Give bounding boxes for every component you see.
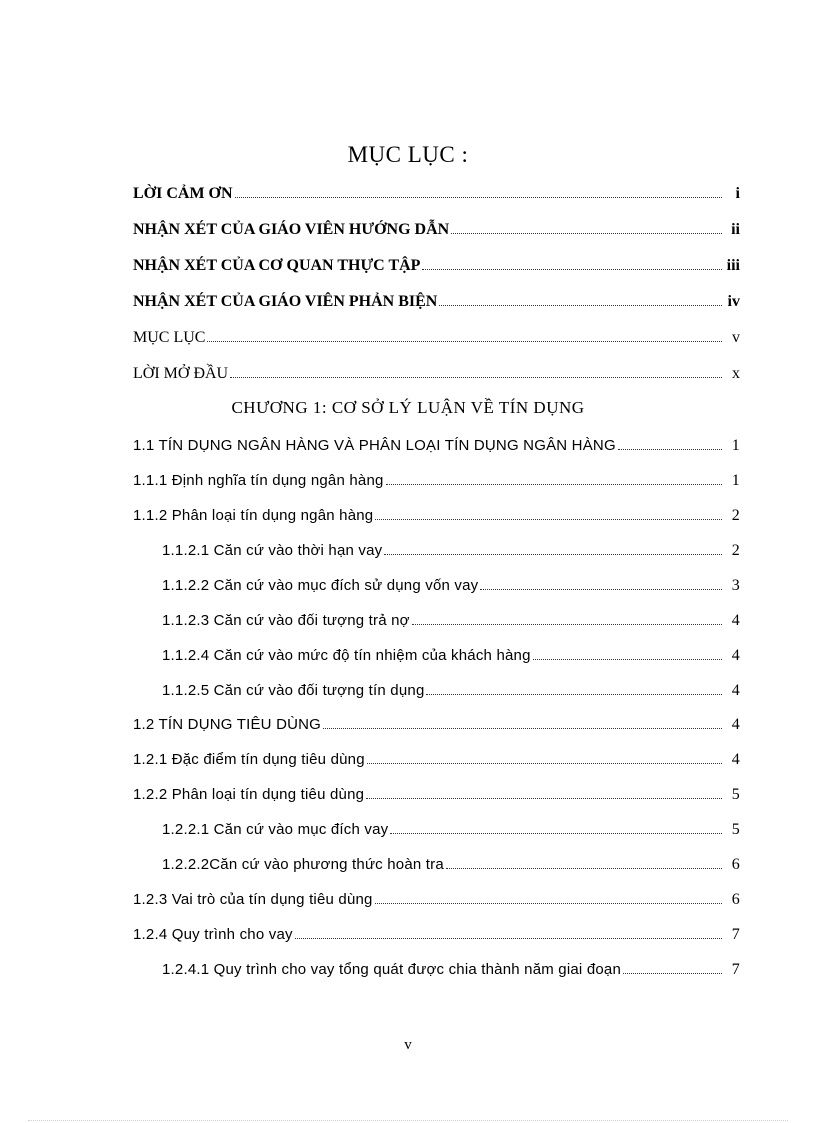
toc-entry-loi-mo-dau[interactable] — [133, 365, 740, 383]
toc-entry-section[interactable] — [133, 437, 740, 455]
toc-entry-nhan-xet-gvhd[interactable] — [133, 221, 740, 239]
toc-entry-label: 1.2 TÍN DỤNG TIÊU DÙNG — [133, 716, 322, 733]
toc-entry-label: 1.2.2 Phân loại tín dụng tiêu dùng — [133, 786, 365, 803]
dot-leader — [439, 304, 722, 306]
toc-entry-label: 1.1.2.4 Căn cứ vào mức độ tín nhiệm của khách hàng — [162, 647, 531, 664]
toc-entry-label: NHẬN XÉT CỦA CƠ QUAN THỰC TẬP — [133, 257, 421, 274]
footer-page-number: v — [404, 1037, 412, 1053]
dot-leader — [367, 762, 722, 764]
toc-entry-label: 1.2.2.1 Căn cứ vào mục đích vay — [162, 821, 389, 838]
toc-entry-label: LỜI MỞ ĐẦU — [133, 365, 229, 382]
toc-entry-loi-cam-on[interactable] — [133, 185, 740, 203]
toc-entry-label: 1.2.3 Vai trò của tín dụng tiêu dùng — [133, 891, 373, 908]
toc-entry-section[interactable] — [133, 891, 740, 909]
dot-leader — [426, 693, 722, 695]
page-title: MỤC LỤC : — [347, 142, 469, 167]
toc-entry-label: 1.1.2.2 Căn cứ vào mục đích sử dụng vốn vay — [162, 577, 479, 594]
toc-entry-label: 1.1.2.5 Căn cứ vào đối tượng tín dụng — [162, 682, 425, 699]
toc-entry-page: 4 — [731, 612, 740, 629]
dot-leader — [390, 832, 722, 834]
toc-entry-page: 6 — [731, 891, 740, 908]
toc-entry-section[interactable] — [133, 716, 740, 734]
toc-entry-page: 1 — [731, 472, 740, 489]
toc-entry-label: 1.1.2 Phân loại tín dụng ngân hàng — [133, 507, 374, 524]
toc-entry-label: NHẬN XÉT CỦA GIÁO VIÊN HƯỚNG DẪN — [133, 221, 450, 238]
toc-entry-subsection[interactable] — [162, 961, 740, 979]
toc-entry-nhan-xet-cqtt[interactable] — [133, 257, 740, 275]
toc-entry-page: 6 — [731, 856, 740, 873]
toc-entry-page: 4 — [731, 716, 740, 733]
toc-entry-label: 1.1 TÍN DỤNG NGÂN HÀNG VÀ PHÂN LOẠI TÍN DỤNG NGÂN HÀNG — [133, 437, 616, 454]
toc-entry-page: 2 — [731, 507, 740, 524]
toc-entry-label: 1.2.4.1 Quy trình cho vay tổng quát được chia thành năm giai đoạn — [162, 961, 621, 978]
toc-entry-page: x — [732, 365, 740, 382]
toc-entry-page: iv — [727, 293, 740, 310]
dot-leader — [623, 972, 722, 974]
page-bottom-rule — [28, 1120, 788, 1121]
dot-leader — [480, 588, 722, 590]
toc-entry-label: 1.1.2.1 Căn cứ vào thời hạn vay — [162, 542, 383, 559]
toc-entry-subsection[interactable] — [162, 856, 740, 874]
toc-entry-page: 3 — [731, 577, 740, 594]
toc-entry-subsection[interactable] — [162, 682, 740, 700]
toc-entry-section[interactable] — [133, 472, 740, 490]
dot-leader — [375, 902, 722, 904]
toc-entry-label: 1.2.2.2Căn cứ vào phương thức hoàn tra — [162, 856, 444, 873]
toc-entry-page: 7 — [731, 961, 740, 978]
toc-entry-section[interactable] — [133, 751, 740, 769]
toc-entry-section[interactable] — [133, 786, 740, 804]
toc-entry-page: 4 — [731, 647, 740, 664]
toc-entry-page: 5 — [731, 786, 740, 803]
toc-entry-page: 1 — [731, 437, 740, 454]
dot-leader — [451, 232, 722, 234]
toc-entry-subsection[interactable] — [162, 542, 740, 560]
toc-entry-subsection[interactable] — [162, 612, 740, 630]
dot-leader — [618, 448, 722, 450]
dot-leader — [446, 867, 722, 869]
toc-entry-page: 5 — [731, 821, 740, 838]
toc-entry-section[interactable] — [133, 926, 740, 944]
toc-entry-muc-luc[interactable] — [133, 329, 740, 347]
toc-entry-page: 7 — [731, 926, 740, 943]
toc-entry-page: 2 — [731, 542, 740, 559]
dot-leader — [384, 553, 722, 555]
toc-entry-page: v — [732, 329, 740, 346]
toc-entry-subsection[interactable] — [162, 821, 740, 839]
dot-leader — [386, 483, 722, 485]
toc-entry-section[interactable] — [133, 507, 740, 525]
dot-leader — [295, 937, 722, 939]
toc-entry-page: 4 — [731, 682, 740, 699]
dot-leader — [366, 797, 722, 799]
toc-entry-label: 1.1.1 Định nghĩa tín dụng ngân hàng — [133, 472, 384, 489]
toc-entry-page: ii — [731, 221, 740, 238]
toc-entry-label: NHẬN XÉT CỦA GIÁO VIÊN PHẢN BIỆN — [133, 293, 438, 310]
toc-entry-subsection[interactable] — [162, 647, 740, 665]
dot-leader — [412, 623, 722, 625]
toc-entry-label: 1.1.2.3 Căn cứ vào đối tượng trả nợ — [162, 612, 410, 629]
toc-entry-label: 1.2.1 Đặc điểm tín dụng tiêu dùng — [133, 751, 365, 768]
toc-entry-page: iii — [726, 257, 740, 274]
toc-entry-label: 1.2.4 Quy trình cho vay — [133, 926, 293, 943]
dot-leader — [207, 340, 722, 342]
dot-leader — [422, 268, 722, 270]
dot-leader — [235, 196, 722, 198]
toc-entry-nhan-xet-gvpb[interactable] — [133, 293, 740, 311]
toc-entry-subsection[interactable] — [162, 577, 740, 595]
chapter-heading: CHƯƠNG 1: CƠ SỞ LÝ LUẬN VỀ TÍN DỤNG — [231, 398, 585, 417]
toc-entry-label: LỜI CẢM ƠN — [133, 185, 233, 202]
dot-leader — [323, 727, 722, 729]
toc-entry-label: MỤC LỤC — [133, 329, 206, 346]
dot-leader — [230, 376, 722, 378]
toc-entry-page: 4 — [731, 751, 740, 768]
dot-leader — [533, 658, 722, 660]
toc-entry-page: i — [735, 185, 740, 202]
dot-leader — [375, 518, 722, 520]
